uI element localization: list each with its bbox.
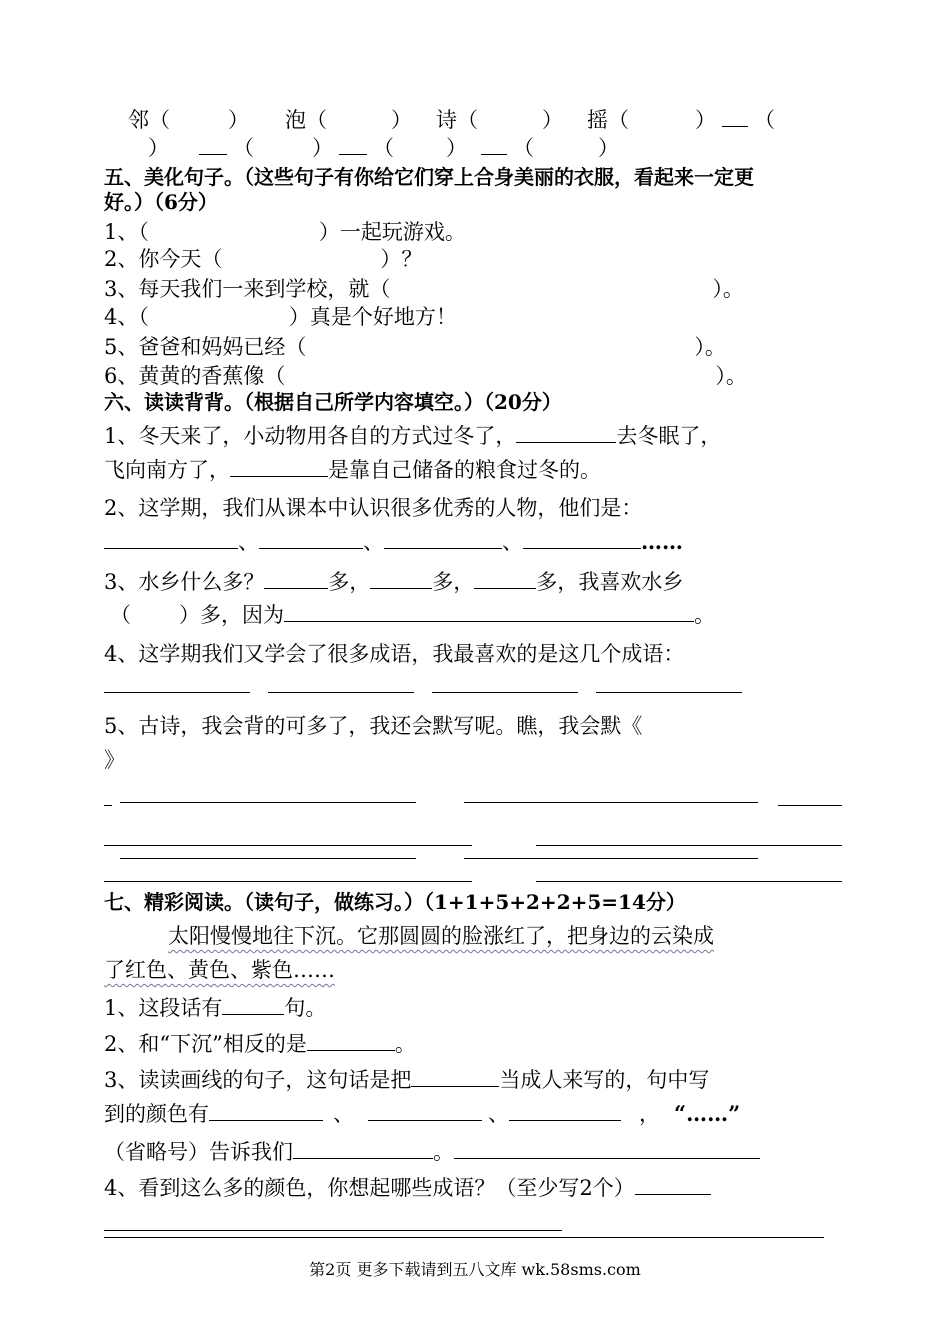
- item-text: ）一起玩游戏。: [318, 220, 466, 244]
- answer-line[interactable]: [104, 1230, 562, 1231]
- word-group-row-1: [128, 108, 775, 132]
- separator: ，: [639, 1102, 660, 1126]
- answer-line[interactable]: [222, 996, 284, 1015]
- s6-q2-answers: [104, 530, 683, 554]
- answer-line[interactable]: [454, 1140, 760, 1159]
- question-text: 3、水乡什么多？: [104, 570, 265, 594]
- bracket: ）: [695, 108, 716, 132]
- s7-q3-line3: [104, 1140, 760, 1164]
- bracket: ）: [312, 136, 333, 160]
- s5-item-4: [104, 305, 457, 329]
- item-text: 4、（: [104, 305, 149, 329]
- section-5-title: 五、美化句子。（这些句子有你给它们穿上合身美丽的衣服，看起来一定更: [104, 165, 754, 189]
- separator: 、: [363, 530, 384, 554]
- answer-line[interactable]: [464, 802, 758, 803]
- item-text: ）？: [380, 247, 423, 271]
- item-text: 2、你今天（: [104, 247, 223, 271]
- answer-line[interactable]: [104, 1237, 824, 1238]
- s7-q3-line1: [104, 1068, 709, 1092]
- item-text: ）。: [694, 335, 726, 359]
- word-group-row-2: [148, 136, 619, 160]
- question-text: 到的颜色有: [104, 1102, 209, 1126]
- answer-line[interactable]: [516, 424, 616, 443]
- item-text: 1、（: [104, 220, 149, 244]
- char-lin: 邻（: [128, 108, 170, 132]
- answer-line[interactable]: [411, 1068, 499, 1087]
- answer-line[interactable]: [104, 805, 112, 806]
- separator: 、: [488, 1102, 509, 1126]
- question-text: 。: [694, 603, 715, 627]
- question-text: 1、冬天来了，小动物用各自的方式过冬了，: [104, 424, 517, 448]
- bracket: ）: [446, 136, 467, 160]
- s5-item-5: [104, 335, 726, 359]
- char-shi: 诗（: [436, 108, 478, 132]
- answer-line[interactable]: [104, 881, 472, 882]
- s5-item-2: [104, 247, 422, 271]
- item-text: ）。: [712, 277, 744, 301]
- answer-line[interactable]: [120, 802, 416, 803]
- question-text: 。: [433, 1140, 454, 1164]
- ellipsis-quote: “……”: [674, 1101, 741, 1126]
- passage-line-1: [168, 924, 714, 948]
- answer-line[interactable]: [104, 530, 238, 549]
- passage-text: 了红色、黄色、紫色……: [104, 958, 335, 982]
- question-text: 。: [394, 1032, 416, 1056]
- item-text: 6、黄黄的香蕉像（: [104, 364, 286, 388]
- answer-line[interactable]: [778, 805, 842, 806]
- answer-line[interactable]: [209, 1102, 323, 1121]
- answer-line[interactable]: [307, 1032, 395, 1051]
- answer-line[interactable]: [464, 858, 758, 859]
- bracket: ）: [542, 108, 563, 132]
- s5-item-3: [104, 277, 744, 301]
- answer-line[interactable]: [284, 603, 694, 622]
- passage-line-2: [104, 958, 335, 982]
- answer-line[interactable]: [199, 136, 227, 155]
- question-text: 多，我喜欢水乡: [536, 570, 684, 594]
- answer-line[interactable]: [370, 570, 432, 589]
- answer-line[interactable]: [432, 692, 578, 693]
- item-text: 5、爸爸和妈妈已经（: [104, 335, 307, 359]
- question-text: 是靠自己储备的粮食过冬的。: [328, 458, 601, 482]
- separator: 、: [333, 1102, 354, 1126]
- question-text: 当成人来写的，句中写: [499, 1068, 710, 1092]
- item-text: ）。: [715, 364, 747, 388]
- s6-q5-line2: 》: [104, 748, 125, 772]
- item-text: 3、每天我们一来到学校，就（: [104, 277, 391, 301]
- s7-q2: [104, 1032, 416, 1056]
- question-text: 3、读读画线的句子，这句话是把: [104, 1068, 412, 1092]
- bracket: （: [373, 136, 394, 160]
- answer-line[interactable]: [596, 692, 742, 693]
- passage-text: 太阳慢慢地往下沉。它那圆圆的脸涨红了，把身边的云染成: [168, 924, 714, 948]
- page-footer: 第2页 更多下载请到五八文库 wk.58sms.com: [309, 1260, 641, 1279]
- bracket: （: [513, 136, 534, 160]
- s7-q4: [104, 1176, 711, 1200]
- question-text: ）多，因为: [179, 603, 284, 627]
- s5-item-6: [104, 364, 747, 388]
- answer-line[interactable]: [536, 881, 842, 882]
- s7-q1: [104, 996, 326, 1020]
- answer-line[interactable]: [384, 530, 502, 549]
- question-text: 4、看到这么多的颜色，你想起哪些成语？（至少写2个）: [104, 1176, 635, 1200]
- bracket: （: [754, 108, 775, 132]
- answer-line[interactable]: [264, 570, 328, 589]
- question-text: 句。: [284, 996, 327, 1020]
- char-yao: 摇（: [587, 108, 629, 132]
- section-6-title: 六、读读背背。（根据自己所学内容填空。）（20分）: [104, 390, 562, 414]
- s6-q3-line1: [104, 570, 683, 594]
- bracket: （: [110, 603, 131, 627]
- question-text: 去冬眠了，: [616, 424, 722, 448]
- answer-line[interactable]: [523, 530, 641, 549]
- char-pao: 泡（: [285, 108, 327, 132]
- answer-line[interactable]: [509, 1102, 621, 1121]
- question-text: 1、这段话有: [104, 996, 223, 1020]
- question-text: 飞向南方了，: [104, 458, 230, 482]
- answer-line[interactable]: [293, 1140, 433, 1159]
- answer-line[interactable]: [474, 570, 536, 589]
- s6-q3-line2: [110, 603, 715, 627]
- question-text: （省略号）告诉我们: [104, 1140, 293, 1164]
- answer-line[interactable]: [104, 845, 472, 846]
- answer-line[interactable]: [259, 530, 363, 549]
- answer-line[interactable]: [481, 136, 507, 155]
- section-5-title-cont: 好。）（6分）: [104, 190, 218, 214]
- s7-q3-line2: [104, 1102, 740, 1126]
- item-text: ）真是个好地方！: [288, 305, 457, 329]
- question-text: 多，: [328, 570, 371, 594]
- s6-q4: 4、这学期我们又学会了很多成语，我最喜欢的是这几个成语：: [104, 642, 685, 666]
- bracket: ）: [391, 108, 412, 132]
- bracket: （: [233, 136, 254, 160]
- answer-line[interactable]: [368, 1102, 482, 1121]
- section-7-title: 七、精彩阅读。（读句子，做练习。）（1+1+5+2+2+5=14分）: [104, 890, 686, 914]
- question-text: 多，: [432, 570, 475, 594]
- answer-line[interactable]: [120, 858, 416, 859]
- answer-line[interactable]: [635, 1176, 711, 1195]
- bracket: ）: [148, 136, 169, 160]
- answer-line[interactable]: [230, 458, 328, 477]
- answer-line[interactable]: [104, 692, 250, 693]
- answer-line[interactable]: [339, 136, 367, 155]
- separator: 、: [238, 530, 259, 554]
- s6-q5-line1: 5、古诗，我会背的可多了，我还会默写呢。瞧，我会默《: [104, 714, 643, 738]
- answer-line[interactable]: [268, 692, 414, 693]
- bracket: ）: [228, 108, 249, 132]
- question-text: 2、和“下沉”相反的是: [104, 1032, 307, 1056]
- answer-line[interactable]: [536, 845, 842, 846]
- ellipsis: ……: [641, 529, 683, 554]
- s6-q1-line2: [104, 458, 601, 482]
- s6-q2: 2、这学期，我们从课本中认识很多优秀的人物，他们是：: [104, 496, 643, 520]
- s5-item-1: [104, 220, 466, 244]
- s6-q1-line1: [104, 424, 721, 448]
- separator: 、: [502, 530, 523, 554]
- answer-line[interactable]: [722, 108, 748, 127]
- bracket: ）: [598, 136, 619, 160]
